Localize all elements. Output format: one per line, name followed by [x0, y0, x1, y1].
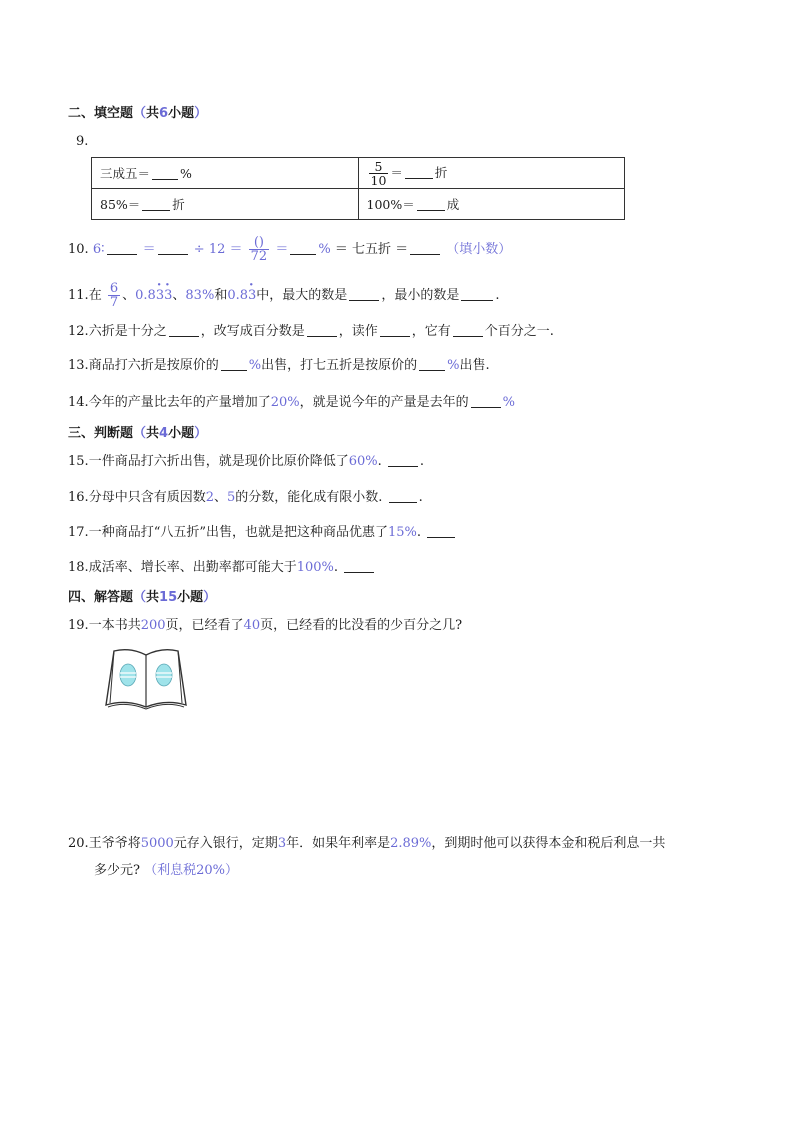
fraction: $\frac{5}{10}$ — [370, 158, 387, 188]
question-20: 20.王爷爷将5000元存入银行，定期3年．如果年利率是2.89%，到期时他可以获得本金和税后利息一共 — [68, 836, 666, 851]
question-20-line2: 多少元? （利息税20%） — [94, 863, 239, 878]
answer-blank[interactable] — [453, 324, 483, 337]
answer-blank[interactable] — [349, 288, 379, 301]
answer-blank[interactable] — [221, 358, 247, 371]
question-14: 14.今年的产量比去年的产量增加了20%，就是说今年的产量是去年的 % — [68, 395, 515, 410]
answer-blank[interactable] — [427, 525, 455, 538]
question-19: 19.一本书共200页，已经看了40页，已经看的比没看的少百分之几? — [68, 618, 463, 633]
question-17: 17.一种商品打“八五折”出售，也就是把这种商品优惠了15%. — [68, 525, 457, 541]
answer-blank[interactable] — [158, 242, 188, 255]
section-heading-fill: 二、填空题（共6小题） — [68, 106, 208, 121]
section-heading-judge: 三、判断题（共4小题） — [68, 426, 208, 441]
question-10: 10. 6∶ ＝ ÷ 12 ＝ $\frac{()}{72}$ ＝ % ＝ 七五折 ＝ （填小数） — [68, 235, 512, 264]
question-12: 12.六折是十分之 ，改写成百分数是 ，读作 ，它有 个百分之一. — [68, 324, 554, 339]
answer-blank[interactable] — [410, 242, 440, 255]
answer-blank[interactable] — [152, 167, 178, 180]
question-11: 11.在 $\frac{6}{7}$ 、0.8· 3· 3、83%和0.8· 3中，最大的数是 ，最小的数是 . — [68, 282, 499, 309]
table-cell: $\frac{5}{10}$ ＝ 折 — [358, 158, 625, 189]
question-15: 15.一件商品打六折出售，就是现价比原价降低了60%. . — [68, 454, 425, 469]
answer-blank[interactable] — [290, 242, 316, 255]
answer-blank[interactable] — [419, 358, 445, 371]
answer-blank[interactable] — [405, 166, 433, 179]
question-number: 9. — [76, 134, 89, 149]
table-cell: 100%＝ 成 — [358, 189, 625, 220]
table-cell: 三成五＝ % — [92, 158, 359, 189]
fraction: $\frac{6}{7}$ — [109, 281, 119, 310]
question-13: 13.商品打六折是按原价的 %出售，打七五折是按原价的 %出售. — [68, 358, 490, 373]
section-heading-solve: 四、解答题（共15小题） — [68, 590, 217, 605]
answer-blank[interactable] — [169, 324, 199, 337]
answer-blank[interactable] — [380, 324, 410, 337]
answer-blank[interactable] — [344, 560, 374, 573]
fraction: $\frac{()}{72}$ — [250, 235, 268, 264]
answer-blank[interactable] — [107, 242, 137, 255]
answer-blank[interactable] — [307, 324, 337, 337]
question-16: 16.分母中只含有质因数2、5的分数，能化成有限小数. . — [68, 490, 423, 505]
open-book-icon — [104, 645, 188, 711]
answer-blank[interactable] — [461, 288, 493, 301]
answer-blank[interactable] — [389, 490, 417, 503]
question-18: 18.成活率、增长率、出勤率都可能大于100%. — [68, 560, 376, 576]
answer-blank[interactable] — [471, 395, 501, 408]
table-cell: 85%＝ 折 — [92, 189, 359, 220]
answer-blank[interactable] — [142, 198, 170, 211]
conversion-table — [91, 157, 625, 220]
answer-blank[interactable] — [388, 454, 418, 467]
answer-blank[interactable] — [417, 198, 445, 211]
